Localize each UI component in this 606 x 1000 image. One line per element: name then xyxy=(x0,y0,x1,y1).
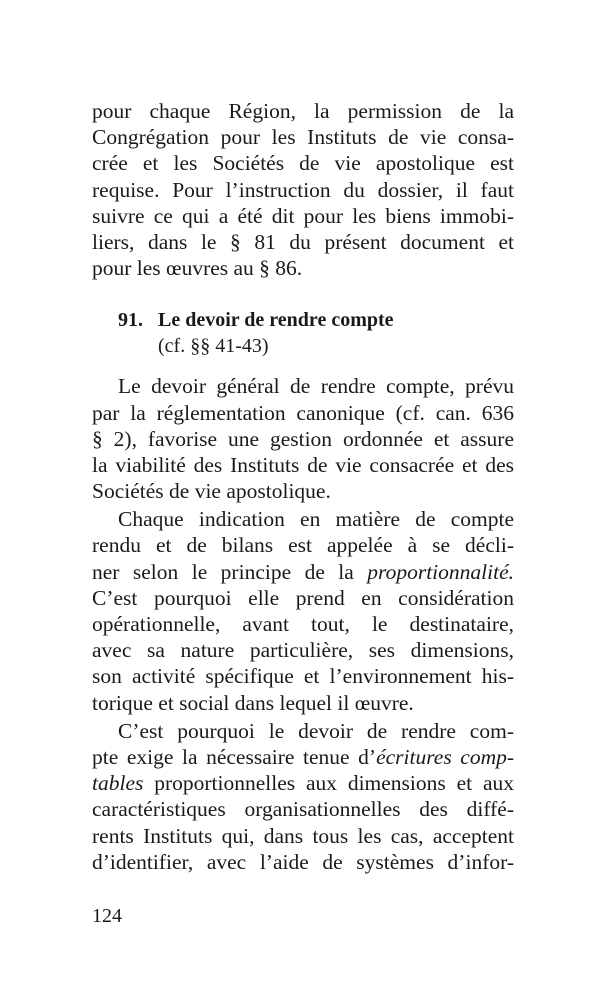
text-line: la viabilité des Instituts de vie consacrée et des xyxy=(92,452,514,477)
text-line: C’est pourquoi elle prend en considération xyxy=(92,585,514,610)
text-line: Congrégation pour les Instituts de vie consa- xyxy=(92,125,514,150)
text-line xyxy=(92,559,514,585)
text-line xyxy=(92,770,514,796)
section-number: 91. xyxy=(118,309,143,332)
section-reference: (cf. §§ 41-43) xyxy=(158,335,269,358)
text-line: avec sa nature particulière, ses dimensions, xyxy=(92,638,514,663)
text-line: C’est pourquoi le devoir de rendre com- xyxy=(118,718,514,743)
text-line: § 2), favorise une gestion ordonnée et assure xyxy=(92,426,514,451)
text-line: rendu et de bilans est appelée à se décli- xyxy=(92,533,514,558)
text-segment: ner selon le principe de la xyxy=(92,559,368,584)
page-number: 124 xyxy=(92,905,122,927)
intro-paragraph xyxy=(92,98,514,281)
document-body xyxy=(92,98,514,877)
text-line: crée et les Sociétés de vie apostolique est xyxy=(92,151,514,176)
paragraph-1 xyxy=(92,373,514,504)
text-line: torique et social dans lequel il œuvre. xyxy=(92,690,414,715)
text-line xyxy=(92,744,514,770)
italic-term: proportionnalité. xyxy=(367,559,514,584)
text-line: opérationnelle, avant tout, le destinataire, xyxy=(92,612,514,636)
text-line: caractéristiques organisationnelles des diffé- xyxy=(92,797,514,822)
text-segment: proportionnelles aux dimensions et aux xyxy=(143,771,514,796)
text-line: Sociétés de vie apostolique. xyxy=(92,479,331,504)
text-line: requise. Pour l’instruction du dossier, il faut xyxy=(92,177,514,202)
text-line: pour les œuvres au § 86. xyxy=(92,256,303,281)
paragraph-2 xyxy=(92,506,514,716)
text-line: pour chaque Région, la permission de la xyxy=(92,99,514,123)
italic-term: écritures comp- xyxy=(376,744,515,769)
text-line: par la réglementation canonique (cf. can. 636 xyxy=(92,400,514,425)
section-title: Le devoir de rendre compte xyxy=(158,309,394,332)
italic-term: tables xyxy=(92,771,144,796)
text-line: suivre ce qui a été dit pour les biens immobi- xyxy=(92,203,514,228)
text-line: rents Instituts qui, dans tous les cas, acceptent xyxy=(92,823,514,848)
text-line: Le devoir général de rendre compte, prévu xyxy=(118,374,514,399)
text-segment: pte exige la nécessaire tenue d’ xyxy=(92,744,377,769)
paragraph-3 xyxy=(92,718,514,875)
section-heading xyxy=(92,307,514,359)
text-line: d’identifier, avec l’aide de systèmes d’infor- xyxy=(92,849,514,874)
text-line: liers, dans le § 81 du présent document et xyxy=(92,229,514,254)
text-line: son activité spécifique et l’environnement his- xyxy=(92,664,514,689)
text-line: Chaque indication en matière de compte xyxy=(118,507,514,532)
